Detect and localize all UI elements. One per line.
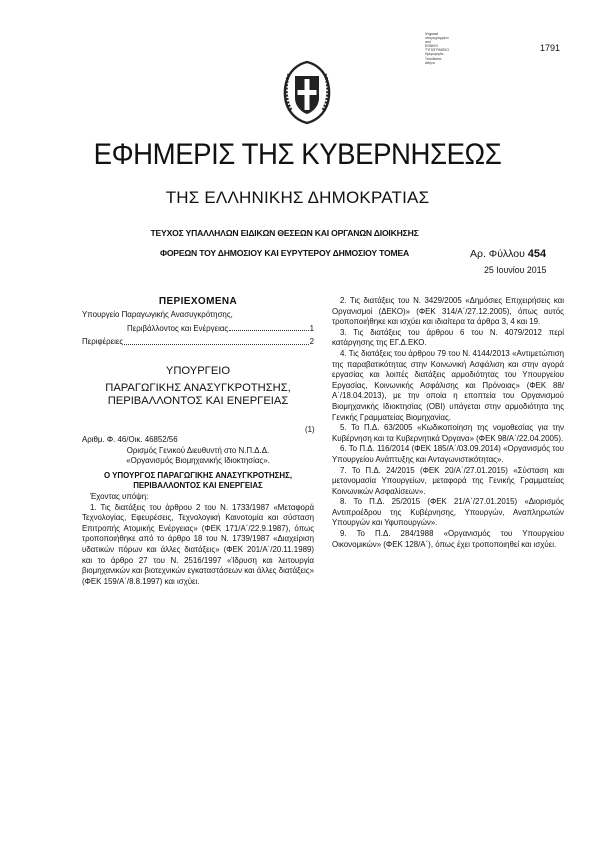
gazette-title: ΕΦΗΜΕΡΙΣ ΤΗΣ ΚΥΒΕΡΝΗΣΕΩΣ xyxy=(93,138,502,171)
toc-entry-page: 2 xyxy=(309,337,314,347)
toc-entry-label: Περιβάλλοντος και Ενέργειας xyxy=(127,323,229,333)
coat-of-arms-emblem xyxy=(279,60,335,125)
toc-list xyxy=(82,310,314,348)
paragraph-3: 3. Τις διατάξεις του άρθρου 6 του Ν. 4079/2012 περί κατάργησης της ΕΓ.Δ.ΕΚΟ. xyxy=(332,327,564,348)
issue-type-line-1: ΤΕΥΧΟΣ ΥΠΑΛΛΗΛΩΝ ΕΙΔΙΚΩΝ ΘΕΣΕΩΝ ΚΑΙ ΟΡΓΑΝΩΝ ΔΙΟΙΚΗΣΗΣ xyxy=(150,228,419,238)
paragraph-7: 7. Το Π.Δ. 24/2015 (ΦΕΚ 20/Α΄/27.01.2015) «Σύσταση και μετονομασία Υπουργείων, μεταφορά της Γενικής Γραμματείας Κοινωνικών Ασφαλίσεων». xyxy=(332,465,564,496)
decision-reference: Αριθμ. Φ. 46/Οικ. 46852/56 xyxy=(82,435,178,444)
toc-entry-label: Περιφέρειες xyxy=(82,337,124,347)
toc-entry[interactable] xyxy=(82,324,314,335)
sheet-number: 454 xyxy=(527,248,547,260)
stamp-line: ΤΥΠΟΓΡΑΦΕΙΟ xyxy=(425,48,450,53)
paragraph-5: 5. Το Π.Δ. 63/2005 «Κωδικοποίηση της νομοθεσίας για την Κυβέρνηση και τα Κυβερνητικά Όργανα» (ΦΕΚ 98/Α΄/22.04.2005). xyxy=(332,423,564,443)
left-column-text xyxy=(82,435,314,587)
ministry-heading-line: ΠΑΡΑΓΩΓΙΚΗΣ ΑΝΑΣΥΓΚΡΟΤΗΣΗΣ, xyxy=(105,381,291,394)
minister-heading-line: ΠΕΡΙΒΑΛΛΟΝΤΟΣ ΚΑΙ ΕΝΕΡΓΕΙΑΣ xyxy=(133,481,263,491)
paragraph-1: 1. Τις διατάξεις του άρθρου 2 του Ν. 1733/1987 «Μεταφορά Τεχνολογίας, Εφευρέσεις, Τεχνολογική Καινοτομία και σύσταση Επιτροπής Ατομικής Ενέργειας» (ΦΕΚ 171/Α΄/22.9.1987), όπως τροποποιήθηκε από το άρθρο 18 του Ν. 1739/1987 «Διαχείριση υδατικών πόρων και άλλες διατάξεις» (ΦΕΚ 201/Α΄/20.11.1989) και το άρθρο 27 του Ν. 2516/1997 «Ίδρυση και λειτουργία βιομηχανικών και βιοτεχνικών εγκαταστάσεων και άλλες διατάξεις» (ΦΕΚ 159/Α΄/8.8.1997) και ισχύει. xyxy=(82,502,314,586)
gazette-subtitle: ΤΗΣ ΕΛΛΗΝΙΚΗΣ ΔΗΜΟΚΡΑΤΙΑΣ xyxy=(165,188,430,207)
toc-entry-page: 1 xyxy=(309,323,314,333)
ministry-heading-line: ΥΠΟΥΡΓΕΙΟ xyxy=(165,365,231,377)
having-in-mind: Έχοντας υπόψη: xyxy=(90,491,149,501)
right-column-text xyxy=(332,296,564,550)
digital-signature-stamp xyxy=(425,32,485,65)
ministry-heading xyxy=(82,365,314,409)
stamp-line: υπογεγραμμένο xyxy=(425,36,449,41)
paragraph-2: 2. Τις διατάξεις του Ν. 3429/2005 «Δημόσιες Επιχειρήσεις και Οργανισμοί (ΔΕΚΟ)» (ΦΕΚ 314/Α΄/27.12.2005), όπως αυτός τροποποιήθηκε και ισχύει και ιδιαίτερα τα άρθρα 3, 4 και 19. xyxy=(332,296,564,327)
paragraph-4: 4. Τις διατάξεις του άρθρου 79 του Ν. 4144/2013 «Αντιμετώπιση της παραβατικότητας στην Κοινωνική Ασφάλιση και στην αγορά εργασίας και λοιπές διατάξεις αρμοδιότητας του Υπουργείου Εργασίας, Κοινωνικής Ασφάλισης και Πρόνοιας» (ΦΕΚ 88/Α΄/18.04.2013), με την οποία η εποπτεία του Οργανισμού Βιομηχανικής Ιδιοκτησίας (ΟΒΙ) υπάγεται στην αρμοδιότητα της Γενικής Γραμματείας Βιομηχανίας. xyxy=(332,348,564,422)
toc-ministry: Υπουργείο Παραγωγικής Ανασυγκρότησης, xyxy=(82,310,233,319)
stamp-line: Αθήνα xyxy=(425,60,435,65)
paragraph-6: 6. Το Π.Δ. 116/2014 (ΦΕΚ 185/Α΄/03.09.2014) «Οργανισμός του Υπουργείου Ανάπτυξης και Ανταγωνιστικότητας». xyxy=(332,444,564,464)
issue-type-line-2: ΦΟΡΕΩΝ ΤΟΥ ΔΗΜΟΣΙΟΥ ΚΑΙ ΕΥΡΥΤΕΡΟΥ ΔΗΜΟΣΙΟΥ ΤΟΜΕΑ xyxy=(159,248,410,258)
paragraph-8: 8. Το Π.Δ. 25/2015 (ΦΕΚ 21/Α΄/27.01.2015) «Διορισμός Αντιπροέδρου της Κυβέρνησης, Υπουργών, Αναπληρωτών Υπουργών και Υφυπουργών». xyxy=(332,497,564,528)
ministry-heading-line: ΠΕΡΙΒΑΛΛΟΝΤΟΣ ΚΑΙ ΕΝΕΡΓΕΙΑΣ xyxy=(107,395,289,407)
minister-heading-line: Ο ΥΠΟΥΡΓΟΣ ΠΑΡΑΓΩΓΙΚΗΣ ΑΝΑΣΥΓΚΡΟΤΗΣΗΣ, xyxy=(103,470,293,480)
page-number: 1791 xyxy=(540,43,561,53)
paragraph-9: 9. Το Π.Δ. 284/1988 «Οργανισμός του Υπουργείου Οικονομικών» (ΦΕΚ 128/Α΄), όπως έχει τροποποιηθεί και ισχύει. xyxy=(332,529,564,549)
stamp-line: από xyxy=(425,40,432,45)
sheet-number-block xyxy=(470,248,546,260)
decision-subject: Ορισμός Γενικού Διευθυντή στο Ν.Π.Δ.Δ. «Οργανισμός Βιομηχανικής Ιδιοκτησίας». xyxy=(126,445,270,466)
decision-number: (1) xyxy=(305,425,315,434)
stamp-line: ΕΘΝΙΚΟ xyxy=(425,44,439,49)
toc-heading: ΠΕΡΙΕΧΟΜΕΝΑ xyxy=(158,296,238,307)
stamp-line: Τοποθεσία: xyxy=(425,56,442,61)
sheet-label: Αρ. Φύλλου xyxy=(470,248,525,260)
stamp-line: Ψηφιακά xyxy=(425,32,439,36)
issue-date: 25 Ιουνίου 2015 xyxy=(484,265,547,275)
stamp-line: Ημερομηνία: xyxy=(425,52,444,57)
toc-entry[interactable] xyxy=(82,337,314,348)
